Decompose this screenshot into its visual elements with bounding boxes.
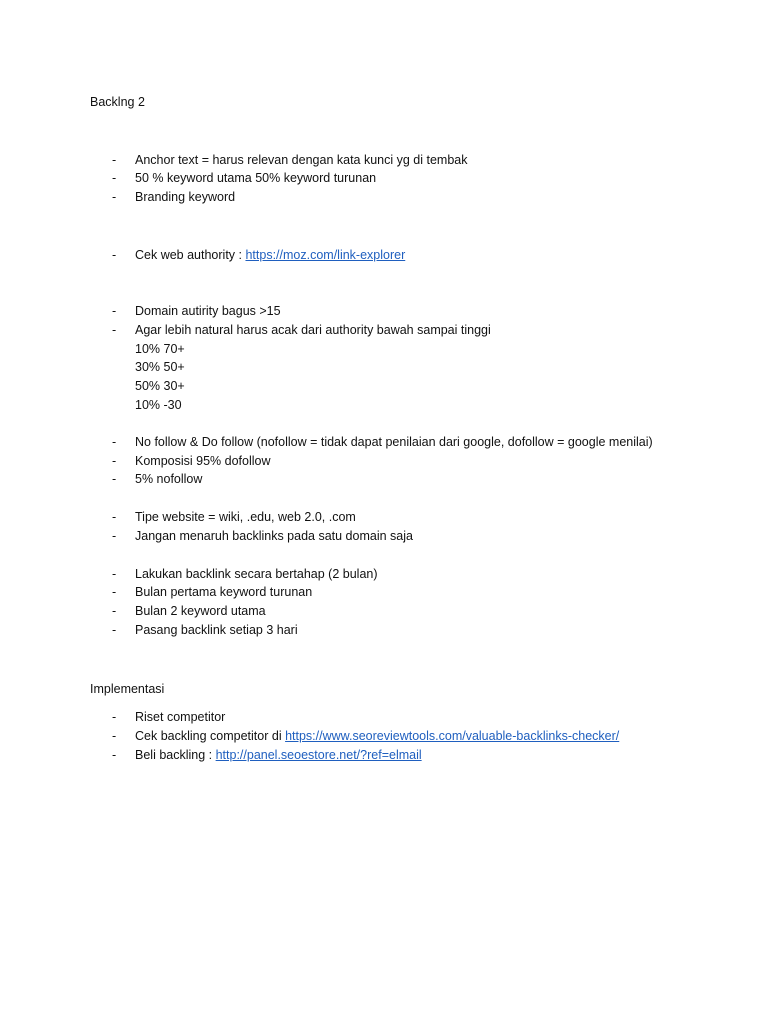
bullet-dash: -	[112, 585, 117, 599]
list-item-text: Branding keyword	[135, 190, 236, 204]
bullet-dash: -	[112, 171, 117, 185]
list-item-text	[135, 727, 619, 745]
bullet-dash: -	[112, 248, 117, 262]
section-heading: Implementasi	[90, 682, 165, 696]
bullet-dash: -	[112, 729, 117, 743]
list-item-text: Agar lebih natural harus acak dari authority bawah sampai tinggi	[135, 323, 491, 337]
bullet-dash: -	[112, 604, 117, 618]
bullet-dash: -	[112, 472, 117, 486]
cek-backling-label: Cek backling competitor di	[135, 729, 286, 743]
list-item-text: Jangan menaruh backlinks pada satu domain saja	[135, 529, 413, 543]
document-title: Backlng 2	[90, 95, 145, 109]
bullet-dash: -	[112, 623, 117, 637]
bullet-dash: -	[112, 710, 117, 724]
bullet-dash: -	[112, 567, 117, 581]
list-item-text: 50 % keyword utama 50% keyword turunan	[135, 171, 377, 185]
bullet-dash: -	[112, 323, 117, 337]
bullet-dash: -	[112, 748, 117, 762]
distribution-line: 30% 50+	[135, 360, 185, 374]
cek-web-authority-label: Cek web authority :	[135, 248, 246, 262]
bullet-dash: -	[112, 510, 117, 524]
bullet-dash: -	[112, 304, 117, 318]
seoreviewtools-link[interactable]: https://www.seoreviewtools.com/valuable-backlinks-checker/	[285, 729, 620, 743]
bullet-dash: -	[112, 529, 117, 543]
moz-link[interactable]: https://moz.com/link-explorer	[245, 248, 406, 262]
bullet-dash: -	[112, 435, 117, 449]
list-item-text: Lakukan backlink secara bertahap (2 bulan)	[135, 567, 378, 581]
bullet-dash: -	[112, 190, 117, 204]
list-item-text: Komposisi 95% dofollow	[135, 454, 271, 468]
list-item-text: Bulan 2 keyword utama	[135, 604, 266, 618]
list-item-text	[135, 746, 422, 764]
list-item-text	[135, 246, 405, 264]
distribution-line: 10% -30	[135, 398, 182, 412]
bullet-dash: -	[112, 153, 117, 167]
list-item-text: Pasang backlink setiap 3 hari	[135, 623, 298, 637]
list-item-text: No follow & Do follow (nofollow = tidak dapat penilaian dari google, dofollow = google menilai)	[135, 435, 653, 449]
list-item-text: Bulan pertama keyword turunan	[135, 585, 313, 599]
list-item-text: Riset competitor	[135, 710, 226, 724]
seoestore-link[interactable]: http://panel.seoestore.net/?ref=elmail	[215, 748, 422, 762]
list-item-text: Tipe website = wiki, .edu, web 2.0, .com	[135, 510, 356, 524]
distribution-line: 50% 30+	[135, 379, 185, 393]
distribution-line: 10% 70+	[135, 342, 185, 356]
bullet-dash: -	[112, 454, 117, 468]
list-item-text: Anchor text = harus relevan dengan kata kunci yg di tembak	[135, 153, 468, 167]
list-item-text: 5% nofollow	[135, 472, 203, 486]
list-item-text: Domain autirity bagus >15	[135, 304, 281, 318]
beli-backling-label: Beli backling :	[135, 748, 216, 762]
